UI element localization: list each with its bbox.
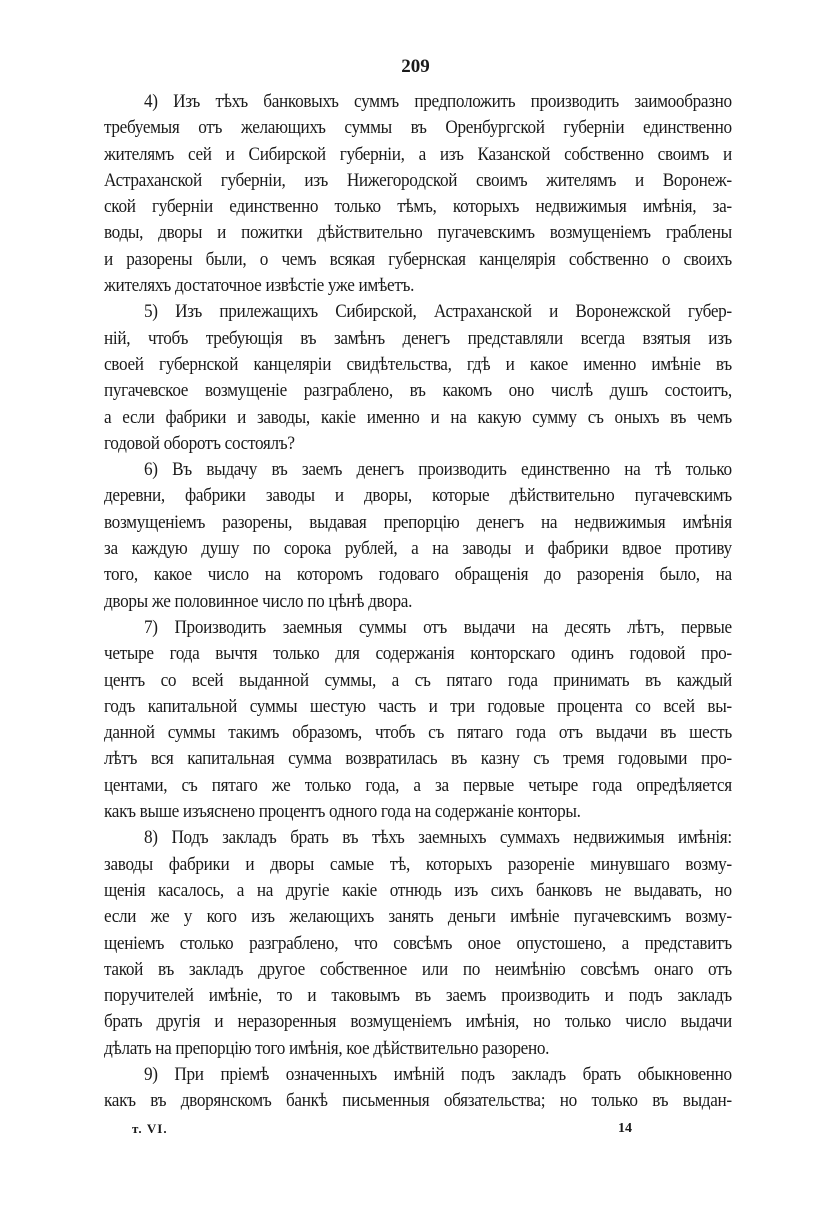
text-line: и разорены были, о чемъ всякая губернская канцелярія собственно о своихъ [104, 249, 732, 270]
paragraph [104, 825, 732, 1062]
text-line: щеніемъ столько разграблено, что совсѣмъ оное опустошено, а представитъ [104, 933, 732, 954]
text-line: брать другія и неразоренныя возмущеніемъ имѣнія, но только число выдачи [104, 1012, 732, 1033]
text-line: 8) Подъ закладъ брать въ тѣхъ заемныхъ суммахъ недвижимыя имѣнія: [143, 828, 732, 849]
text-line: поручителей имѣніе, то и таковымъ въ заемъ производить и подъ закладъ [104, 986, 732, 1007]
text-line: 9) При пріемѣ означенныхъ имѣній подъ закладъ брать обыкновенно [143, 1064, 732, 1085]
paragraph [104, 299, 732, 457]
text-line: центами, съ пятаго же только года, а за первые четыре года опредѣляется [104, 775, 732, 796]
paragraph [104, 89, 732, 299]
text-line: если же у кого изъ желающихъ занять деньги имѣніе пугачевскимъ возму- [104, 907, 732, 928]
text-line: щенія касалось, а на другіе какіе отнюдь изъ сихъ банковъ не выдавать, но [104, 880, 732, 901]
text-line: того, какое число на которомъ годоваго обращенія до разоренія было, на [104, 565, 732, 586]
body-text [104, 89, 732, 1115]
text-line: 7) Производить заемныя суммы отъ выдачи на десять лѣтъ, первые [143, 617, 732, 638]
text-line: 5) Изъ прилежащихъ Сибирской, Астраханской и Воронежской губер- [143, 302, 732, 323]
text-line: четыре года вычтя только для содержанія конторскаго одинъ годовой про- [104, 644, 732, 665]
text-line: 6) Въ выдачу въ заемъ денегъ производить единственно на тѣ только [143, 460, 732, 481]
page-number: 209 [401, 56, 430, 77]
text-line: лѣтъ вся капитальная сумма возвратилась въ казну съ тремя годовыми про- [104, 749, 732, 770]
text-line: деревни, фабрики заводы и дворы, которые дѣйствительно пугачевскимъ [104, 486, 732, 507]
text-line: пугачевское возмущеніе разграблено, въ какомъ оно числѣ душъ состоитъ, [104, 381, 732, 402]
text-line: годовой оборотъ состоялъ? [104, 433, 295, 454]
text-line: жителяхъ достаточное извѣстіе уже имѣетъ. [104, 276, 415, 297]
text-line: возмущеніемъ разорены, выдавая препорцію денегъ на недвижимыя имѣнія [104, 512, 732, 533]
text-line: ній, чтобъ требующія въ замѣнъ денегъ представляли всегда взятыя изъ [104, 328, 732, 349]
text-line: какъ въ дворянскомъ банкѣ письменныя обязательства; но только въ выдан- [104, 1091, 732, 1112]
paragraph [104, 615, 732, 825]
text-line: годъ капитальной суммы шестую часть и три годовые процента со всей вы- [104, 696, 732, 717]
text-line: ской губерніи единственно только тѣмъ, которыхъ недвижимыя имѣнія, за- [104, 197, 732, 218]
text-line: своей губернской канцеляріи свидѣтельства, гдѣ и какое именно имѣніе въ [104, 354, 732, 375]
text-line: такой въ закладъ другое собственное или по неимѣнію совсѣмъ онаго отъ [104, 959, 732, 980]
text-line: данной суммы такимъ образомъ, чтобъ съ пятаго года отъ выдачи въ шесть [104, 723, 732, 744]
text-line: 4) Изъ тѣхъ банковыхъ суммъ предположить производить заимообразно [143, 92, 732, 112]
paragraph [104, 457, 732, 615]
sheet-number: 14 [618, 1121, 632, 1136]
text-line: дворы же половинное число по цѣнѣ двора. [104, 591, 413, 612]
volume-signature-mark: т. VI. [132, 1121, 168, 1136]
text-line: Астраханской губерніи, изъ Нижегородской своимъ жителямъ и Воронеж- [104, 170, 732, 191]
text-line: за каждую душу по сорока рублей, а на заводы и фабрики вдвое противу [104, 539, 732, 560]
text-line: требуемыя отъ желающихъ суммы въ Оренбургской губерніи единственно [104, 118, 732, 139]
text-line: какъ выше изъяснено процентъ одного года на содержаніе конторы. [104, 802, 581, 823]
paragraph [104, 1062, 732, 1115]
text-line: дѣлать на препорцію того имѣнія, кое дѣйствительно разорено. [104, 1038, 550, 1059]
text-line: заводы фабрики и дворы самые тѣ, которыхъ разореніе минувшаго возму- [104, 854, 732, 875]
text-line: а если фабрики и заводы, какіе именно и на какую сумму съ оныхъ въ чемъ [104, 407, 732, 428]
text-line: воды, дворы и пожитки дѣйствительно пугачевскимъ возмущеніемъ граблены [104, 223, 732, 244]
text-line: центъ со всей выданной суммы, а съ пятаго года принимать въ каждый [104, 670, 732, 691]
text-line: жителямъ сей и Сибирской губерніи, а изъ Казанской собственно своимъ и [104, 144, 732, 165]
